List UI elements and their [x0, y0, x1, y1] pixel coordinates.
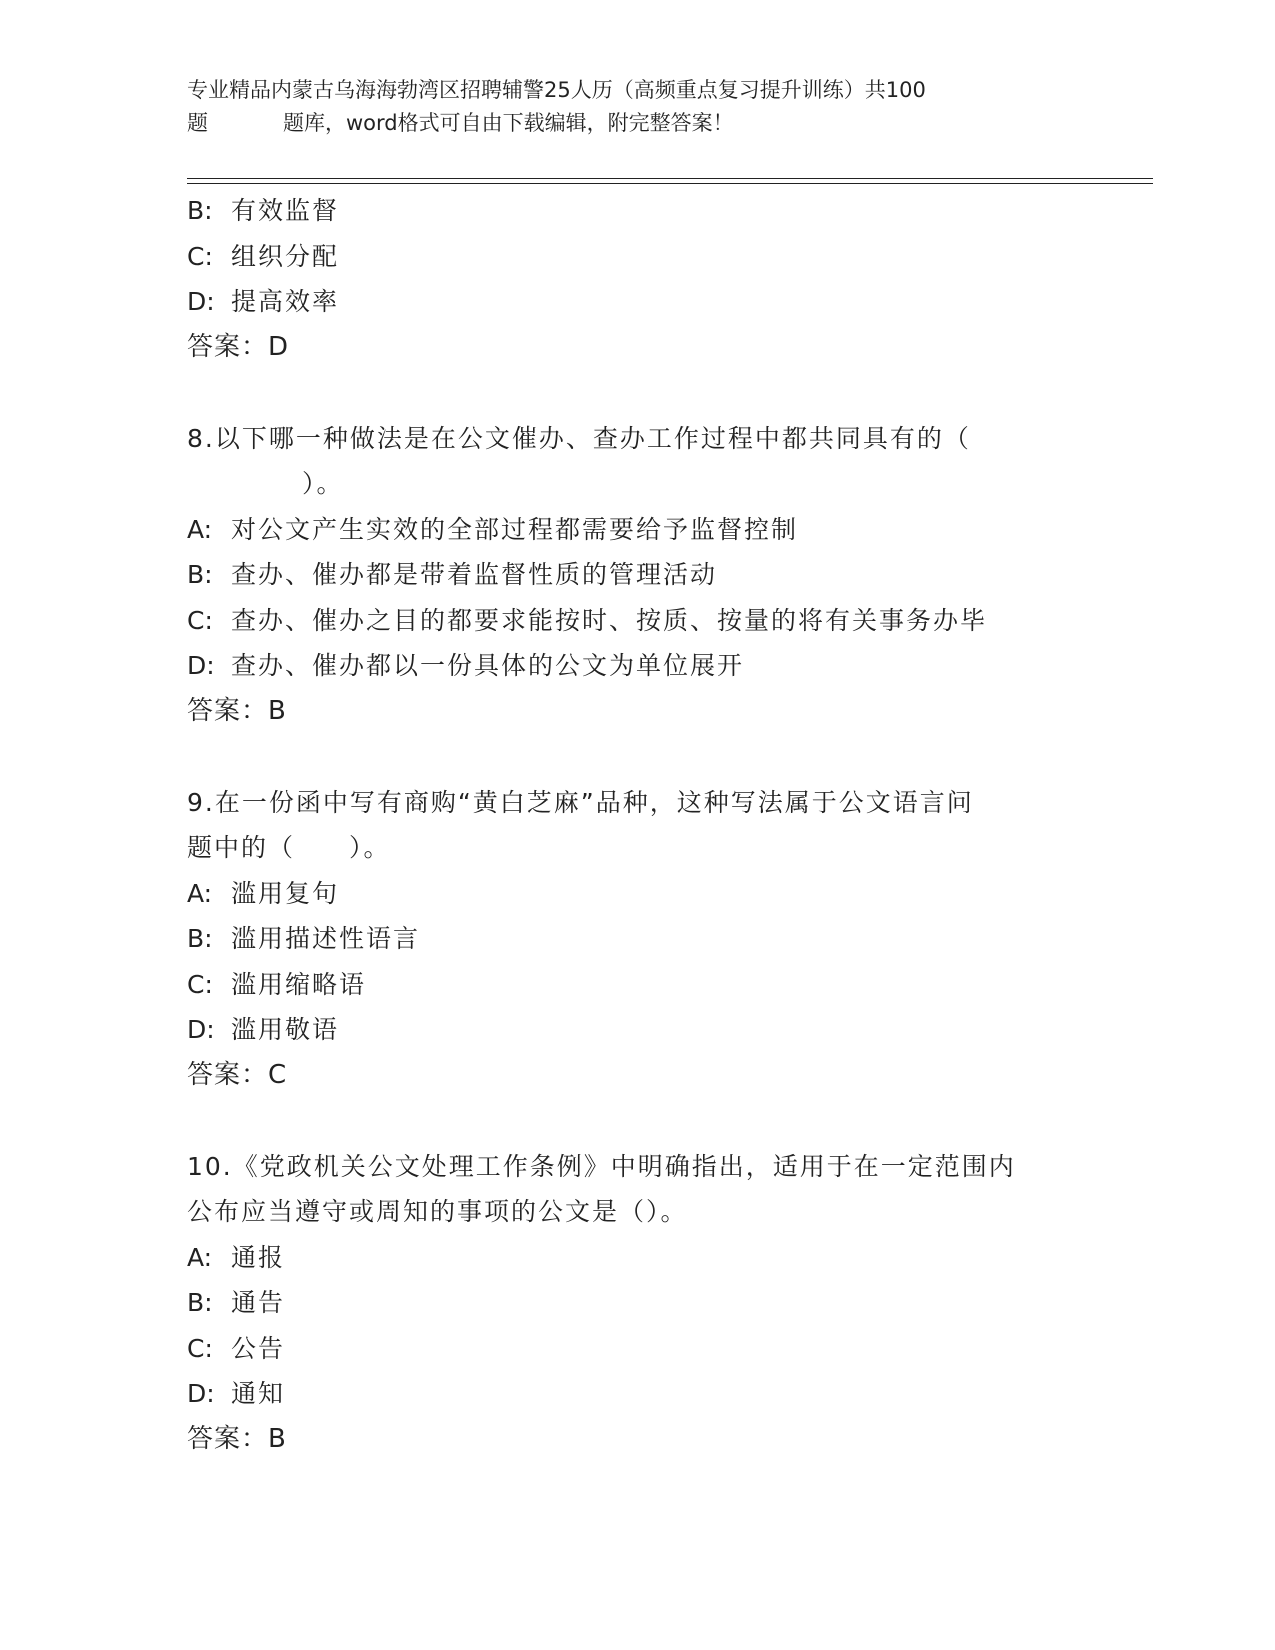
option-letter: B: — [187, 924, 213, 953]
option-letter: C: — [187, 1333, 213, 1363]
option-c — [187, 598, 1087, 644]
option-text: 滥用敬语 — [231, 1015, 340, 1044]
question-block-8 — [187, 416, 1087, 735]
option-letter: B: — [187, 560, 213, 589]
option-text: 提高效率 — [231, 287, 340, 316]
option-d — [187, 1007, 1087, 1053]
option-text: 滥用缩略语 — [231, 969, 367, 999]
option-d — [187, 643, 1087, 689]
question-text-line-1: 9.在一份函中写有商购“黄白芝麻”品种，这种写法属于公文语言问 — [187, 787, 974, 817]
option-letter: D: — [187, 287, 215, 316]
option-text: 滥用复句 — [231, 878, 340, 908]
question-text-line-2: ）。 — [302, 469, 344, 498]
option-c — [187, 1326, 1087, 1372]
option-letter: D: — [187, 1015, 215, 1044]
option-text: 对公文产生实效的全部过程都需要给予监督控制 — [231, 514, 799, 544]
option-c — [187, 962, 1087, 1008]
option-b — [187, 188, 1087, 234]
option-text: 通知 — [231, 1379, 286, 1408]
option-letter: A: — [187, 878, 213, 908]
answer-line: 答案：B — [187, 1423, 287, 1454]
option-letter: B: — [187, 1288, 213, 1317]
option-letter: D: — [187, 1379, 215, 1408]
option-text: 公告 — [231, 1333, 286, 1363]
answer-line: 答案：C — [187, 1059, 288, 1090]
answer-line: 答案：B — [187, 695, 287, 726]
question-block-10 — [187, 1144, 1087, 1463]
option-letter: A: — [187, 1242, 213, 1272]
question-block-9 — [187, 780, 1087, 1099]
header-title-line-2-start: 题 — [187, 111, 208, 135]
question-text-line-2: 公布应当遵守或周知的事项的公文是（）。 — [187, 1197, 688, 1226]
page-header — [187, 74, 1087, 140]
option-b — [187, 552, 1087, 598]
option-text: 有效监督 — [231, 196, 340, 225]
option-letter: D: — [187, 651, 215, 680]
header-title-line-2-rest: 题库，word格式可自由下载编辑，附完整答案！ — [283, 111, 734, 135]
option-a — [187, 871, 1087, 917]
option-d — [187, 279, 1087, 325]
header-divider-top — [187, 178, 1153, 179]
question-text-line-1: 8.以下哪一种做法是在公文催办、查办工作过程中都共同具有的（ — [187, 423, 971, 453]
question-content — [187, 188, 1087, 1462]
option-letter: A: — [187, 514, 213, 544]
option-d — [187, 1371, 1087, 1417]
question-text-line-2: 题中的（ ）。 — [187, 833, 391, 862]
question-text-line-1: 10.《党政机关公文处理工作条例》中明确指出，适用于在一定范围内 — [187, 1151, 1016, 1181]
option-letter: C: — [187, 605, 213, 635]
option-b — [187, 1280, 1087, 1326]
option-c — [187, 234, 1087, 280]
option-text: 滥用描述性语言 — [231, 924, 421, 953]
option-b — [187, 916, 1087, 962]
option-text: 通告 — [231, 1288, 286, 1317]
question-block-7 — [187, 188, 1087, 370]
option-letter: C: — [187, 969, 213, 999]
option-text: 查办、催办之目的都要求能按时、按质、按量的将有关事务办毕 — [231, 605, 988, 635]
header-title-line-2 — [187, 107, 1087, 140]
option-letter: C: — [187, 241, 213, 271]
answer-line: 答案：D — [187, 331, 290, 362]
option-letter: B: — [187, 196, 213, 225]
header-divider-bottom — [187, 183, 1153, 184]
option-text: 组织分配 — [231, 241, 340, 271]
option-text: 查办、催办都是带着监督性质的管理活动 — [231, 560, 718, 589]
header-title-line-1: 专业精品内蒙古乌海海勃湾区招聘辅警25人历（高频重点复习提升训练）共100 — [187, 78, 926, 102]
option-text: 查办、催办都以一份具体的公文为单位展开 — [231, 651, 745, 680]
option-a — [187, 1235, 1087, 1281]
option-text: 通报 — [231, 1242, 286, 1272]
option-a — [187, 507, 1087, 553]
